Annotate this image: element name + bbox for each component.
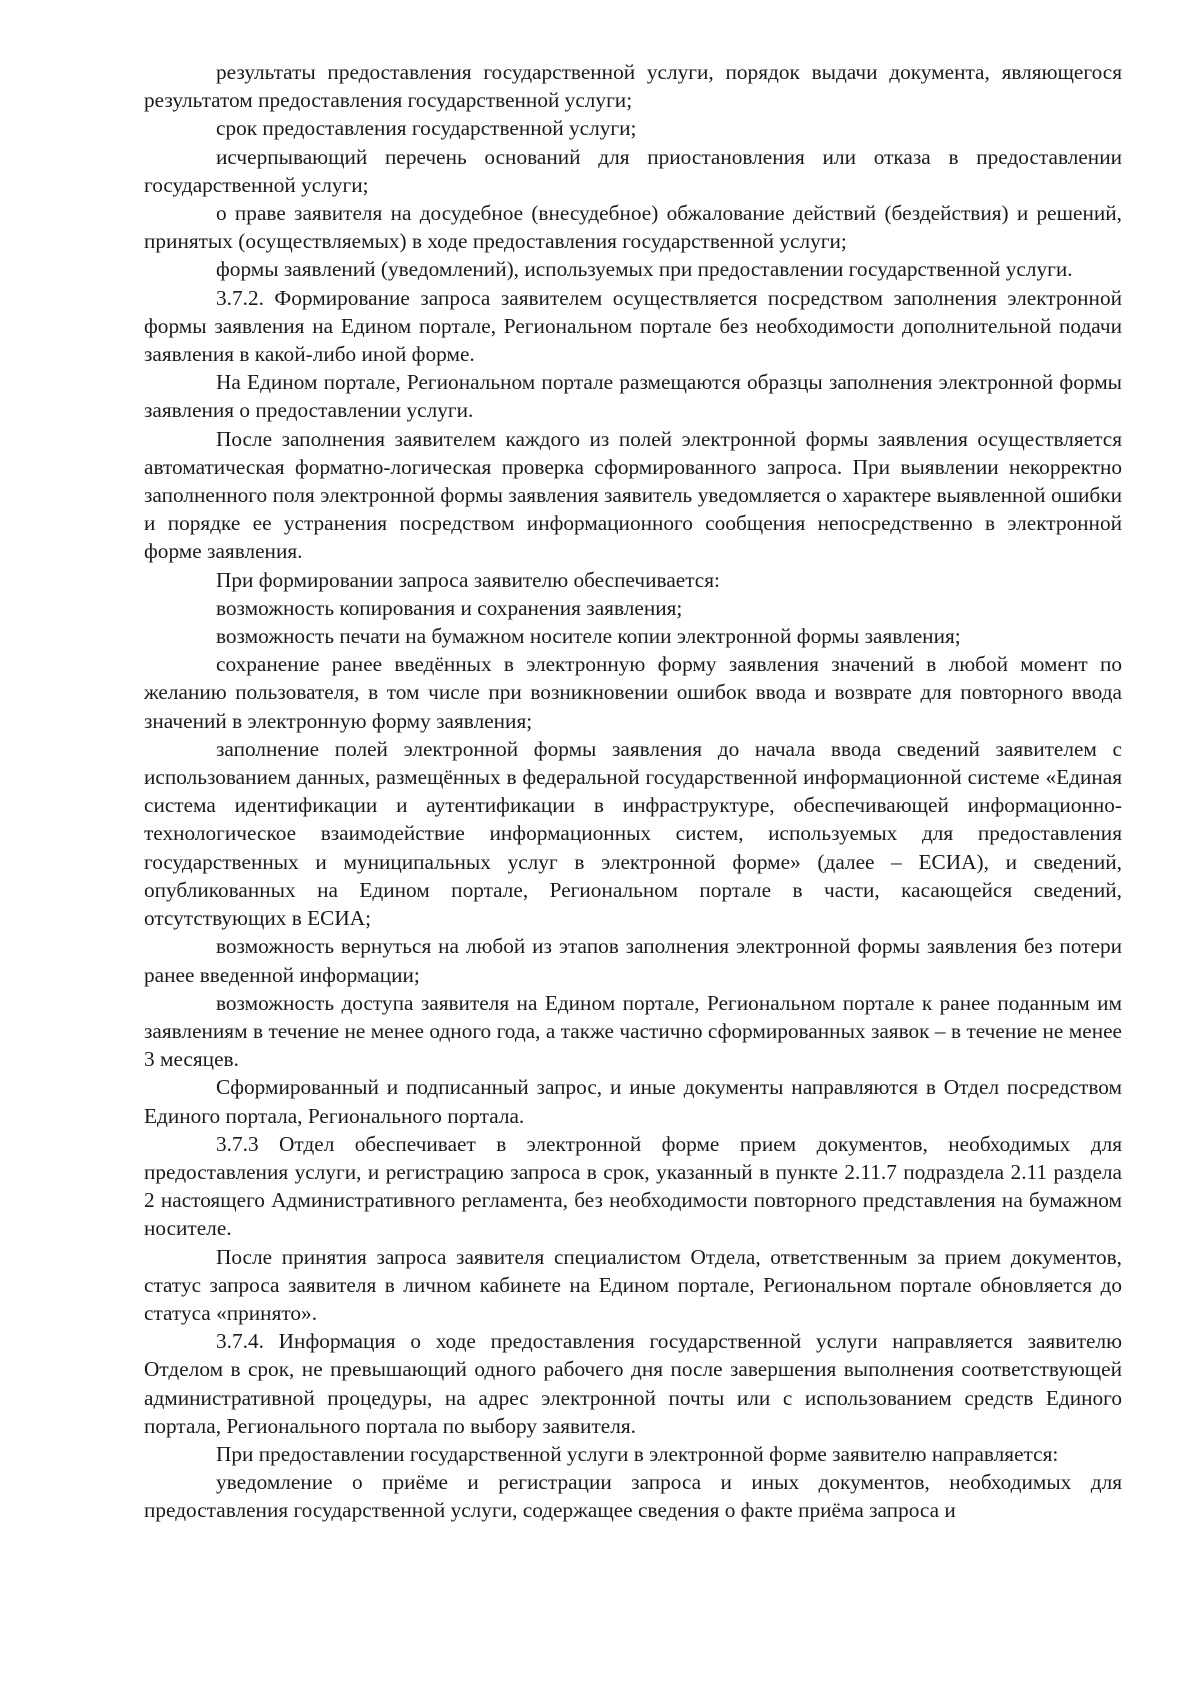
paragraph-section-3-7-4: 3.7.4. Информация о ходе предоставления государственной услуги направляется заявителю Отделом в срок, не превышающий одного рабочего дня после завершения выполнения соответствующей административной процедуры, на адрес электронной почты или с использованием средств Единого портала, Регионального портала по выбору заявителя. [144, 1329, 1122, 1438]
paragraph-continuation: результаты предоставления государственной услуги, порядок выдачи документа, являющегося результатом предоставления государственной услуги; [144, 60, 1122, 113]
paragraph: уведомление о приёме и регистрации запроса и иных документов, необходимых для предоставления государственной услуги, содержащее сведения о факте приёма запроса и [144, 1470, 1122, 1523]
paragraph: срок предоставления государственной услуги; [216, 116, 637, 141]
list-item: заполнение полей электронной формы заявления до начала ввода сведений заявителем с использованием данных, размещённых в федеральной государственной информационной системе «Единая система идентификации и аутентификации в инфраструктуре, обеспечивающей информационно-технологическое взаимодействие информационных систем, используемых для предоставления государственных и муниципальных услуг в электронной форме» (далее – ЕСИА), и сведений, опубликованных на Едином портале, Региональном портале в части, касающейся сведений, отсутствующих в ЕСИА; [144, 736, 1122, 931]
paragraph: исчерпывающий перечень оснований для приостановления или отказа в предоставлении государственной услуги; [144, 144, 1122, 197]
paragraph-section-3-7-2: 3.7.2. Формирование запроса заявителем осуществляется посредством заполнения электронной формы заявления на Едином портале, Региональном портале без необходимости дополнительной подачи заявления в какой-либо иной форме. [144, 285, 1122, 367]
paragraph: После заполнения заявителем каждого из полей электронной формы заявления осуществляется автоматическая форматно-логическая проверка сформированного запроса. При выявлении некорректно заполненного поля электронной формы заявления заявитель уведомляется о характере выявленной ошибки и порядке ее устранения посредством информационного сообщения непосредственно в электронной форме заявления. [144, 426, 1122, 564]
list-item: возможность копирования и сохранения заявления; [216, 595, 683, 620]
list-item: возможность печати на бумажном носителе копии электронной формы заявления; [216, 624, 961, 649]
list-item: возможность вернуться на любой из этапов заполнения электронной формы заявления без потери ранее введенной информации; [144, 934, 1122, 987]
paragraph-section-3-7-3: 3.7.3 Отдел обеспечивает в электронной форме прием документов, необходимых для предоставления услуги, и регистрацию запроса в срок, указанный в пункте 2.11.7 подраздела 2.11 раздела 2 настоящего Административного регламента, без необходимости повторного представления на бумажном носителе. [144, 1131, 1122, 1241]
paragraph: о праве заявителя на досудебное (внесудебное) обжалование действий (бездействия) и решений, принятых (осуществляемых) в ходе предоставления государственной услуги; [144, 201, 1122, 254]
paragraph: формы заявлений (уведомлений), используемых при предоставлении государственной услуги. [216, 257, 1073, 282]
paragraph: На Едином портале, Региональном портале размещаются образцы заполнения электронной формы заявления о предоставлении услуги. [144, 370, 1122, 423]
paragraph: При формировании запроса заявителю обеспечивается: [216, 567, 720, 592]
list-item: возможность доступа заявителя на Едином портале, Региональном портале к ранее поданным им заявлениям в течение не менее одного года, а также частично сформированных заявок – в течение не менее 3 месяцев. [144, 990, 1122, 1072]
paragraph: Сформированный и подписанный запрос, и иные документы направляются в Отдел посредством Единого портала, Регионального портала. [144, 1075, 1122, 1128]
paragraph: После принятия запроса заявителя специалистом Отдела, ответственным за прием документов, статус запроса заявителя в личном кабинете на Едином портале, Региональном портале обновляется до статуса «принято». [144, 1244, 1122, 1325]
list-item: сохранение ранее введённых в электронную форму заявления значений в любой момент по желанию пользователя, в том числе при возникновении ошибок ввода и возврате для повторного ввода значений в электронную форму заявления; [144, 652, 1122, 733]
document-body [144, 58, 1122, 1525]
paragraph: При предоставлении государственной услуги в электронной форме заявителю направляется: [216, 1441, 1059, 1466]
